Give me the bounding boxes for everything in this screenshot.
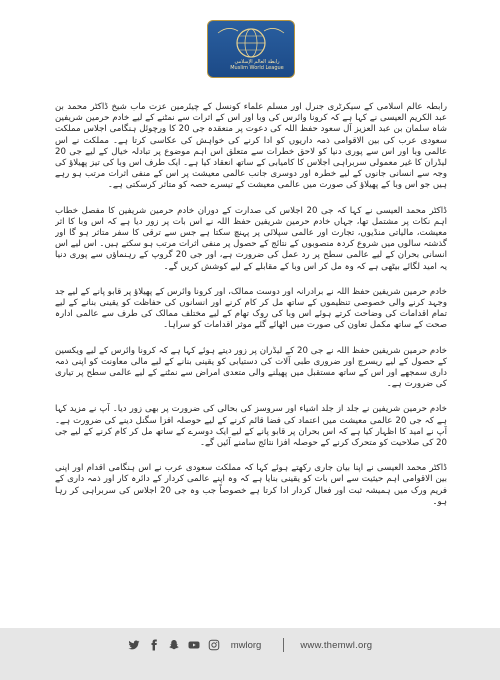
facebook-icon[interactable] bbox=[148, 639, 160, 651]
logo-arabic-name: رابطة العالم الإسلامي bbox=[234, 59, 280, 65]
article-paragraph-3: خادم حرمین شریفین حفظ اللہ نے برادرانہ اور دوست ممالک، اور کرونا وائرس کے پھیلاؤ پر قابو پانے کے لیے جد وجہد کرنے والی خصوصی تنظیموں کے ساتھ مل کر کام کرنے اور انسانوں کی حفاظت کو یقینی بنانے کے لیے تمام اقدامات کی وضاحت کرتے ہوئے اس وبا کی روک تھام کے لیے مختلف ممالک کی طرف سے عالمی ادارہ صحت کے ساتھ مکمل تعاون کی صورت میں اٹھائے گئے موثر اقدامات کو سراہا۔ bbox=[55, 286, 447, 331]
article-paragraph-1: رابطہ عالم اسلامی کے سیکرٹری جنرل اور مسلم علماء کونسل کے چیئرمین عزت مآب شیخ ڈاکٹر محمد بن عبد الکریم العیسی نے کہا ہے کہ کرونا وائرس کی وبا اور اس کے اثرات سے نمٹنے کے لیے خادم حرمین شریفین شاہ سلمان بن عبد العزیز آل سعود حفظ اللہ کی دعوت پر منعقدہ جی 20 کا ورچوئل ہنگامی اجلاس مملکت سعودی عرب کی بین الاقوامی ذمہ داریوں کو ادا کرنے کی خواہش کی عکاسی کرتا ہے۔ مملکت نے اس عالمی وبا اور اس سے پوری دنیا کو لاحق خطرات سے متعلق اس اہم موضوع پر تبادلہ خیال کے لیے جی 20 لیڈران کا غیر معمولی سربراہی اجلاس کا کامیابی کے ساتھ انعقاد کیا ہے۔ ایک طرف اس وبا کی تیز پھیلاؤ کی وجہ سے انسانی جانوں کے لیے خطرہ اور دوسری جانب عالمی معیشت پر اس کے منفی اثرات مرتب ہو رہے ہیں جو اس وبا کے پھیلاؤ کی صورت میں عالمی معیشت کے تیسرے حصہ کو متاثر کرسکتی ہے۔ bbox=[55, 102, 447, 191]
social-handle[interactable]: mwlorg bbox=[230, 639, 262, 651]
instagram-icon[interactable] bbox=[208, 639, 220, 651]
footer-divider bbox=[283, 638, 284, 652]
footer-social-row bbox=[0, 636, 500, 654]
snapchat-icon[interactable] bbox=[168, 639, 180, 651]
article-body bbox=[55, 102, 447, 602]
website-link[interactable]: www.themwl.org bbox=[300, 639, 373, 651]
logo-english-name: Muslim World League bbox=[230, 65, 284, 71]
twitter-icon[interactable] bbox=[128, 639, 140, 651]
article-paragraph-4: خادم حرمین شریفین حفظ اللہ نے جی 20 کے لیڈران پر زور دیتے ہوئے کہا ہے کہ کرونا وائرس کے لیے ویکسین کے حصول کے لیے ریسرچ اور ضروری طبی آلات کی دستیابی کو یقینی بنانے کے لیے مالی معاونت کو اپنی ذمہ داری سمجھے اور اس کے ساتھ مستقبل میں پھیلنے والی متعدی امراض سے نمٹنے کے لیے عالمی سطح پر تیاری کی ضرورت ہے۔ bbox=[55, 345, 447, 390]
article-paragraph-2: ڈاکٹر محمد العیسی نے کہا کہ جی 20 اجلاس کی صدارت کے دوران خادم حرمین شریفین کا مفصل خطاب اہم نکات پر مشتمل تھا، جہاں خادم حرمین شریفین حفظ اللہ نے اس بات پر زور دیا ہے کہ اس وبا کا اثر معیشت، مالیاتی منڈیوں، تجارت اور عالمی سپلائی پر پہنچ سکتا ہے جس سے ترقی کا سفر متاثر ہو گا اور گذشتہ سالوں میں شروع کردہ منصوبوں کے نتائج کے حصول پر منفی اثرات مرتب ہو سکتے ہیں۔ اس لیے اس انسانی بحران کے لیے عالمی سطح پر رد عمل کی ضرورت ہے، اور جی 20 گروپ کے رہنماؤں سے پوری دنیا یہ امید لگائے بیٹھی ہے کہ وہ مل کر اس وبا کے مقابلے کے لیے کوشش کریں گے۔ bbox=[55, 205, 447, 272]
footer bbox=[0, 628, 500, 680]
mwl-logo bbox=[207, 20, 295, 78]
logo-text bbox=[228, 59, 286, 71]
youtube-icon[interactable] bbox=[188, 639, 200, 651]
article-paragraph-5: خادم حرمین شریفین نے جلد از جلد اشیاء اور سروسز کی بحالی کی ضرورت پر بھی زور دیا۔ آپ نے مزید کہا ہے کہ جی 20 عالمی معیشت میں اعتماد کی فضا قائم کرنے کے لیے حوصلہ افزا سگنل دینے کی ضرورت ہے۔ آپ نے امید کا اظہار کیا ہے کہ اس بحران پر قابو پانے کے لیے ایک دوسرے کے ساتھ مل کر کام کرنے کے لیے جی 20 کی صلاحیت کو متحرک کرنے کے حوصلہ افزا نتائج سامنے آئیں گے۔ bbox=[55, 404, 447, 449]
article-paragraph-6: ڈاکٹر محمد العیسی نے اپنا بیان جاری رکھتے ہوئے کہا کہ مملکت سعودی عرب نے اس ہنگامی اقدام اور اپنی بین الاقوامی اہم حیثیت سے اس بات کو یقینی بنایا ہے کہ وہ اپنے عالمی کردار کے دائرہ کار اور ذمہ داری کے فریم ورک میں ہمیشہ ثبت اور فعال کردار ادا کرتا ہے خصوصاً جب وہ جی 20 اجلاس کی سربراہی کر رہا ہو۔ bbox=[55, 463, 447, 507]
